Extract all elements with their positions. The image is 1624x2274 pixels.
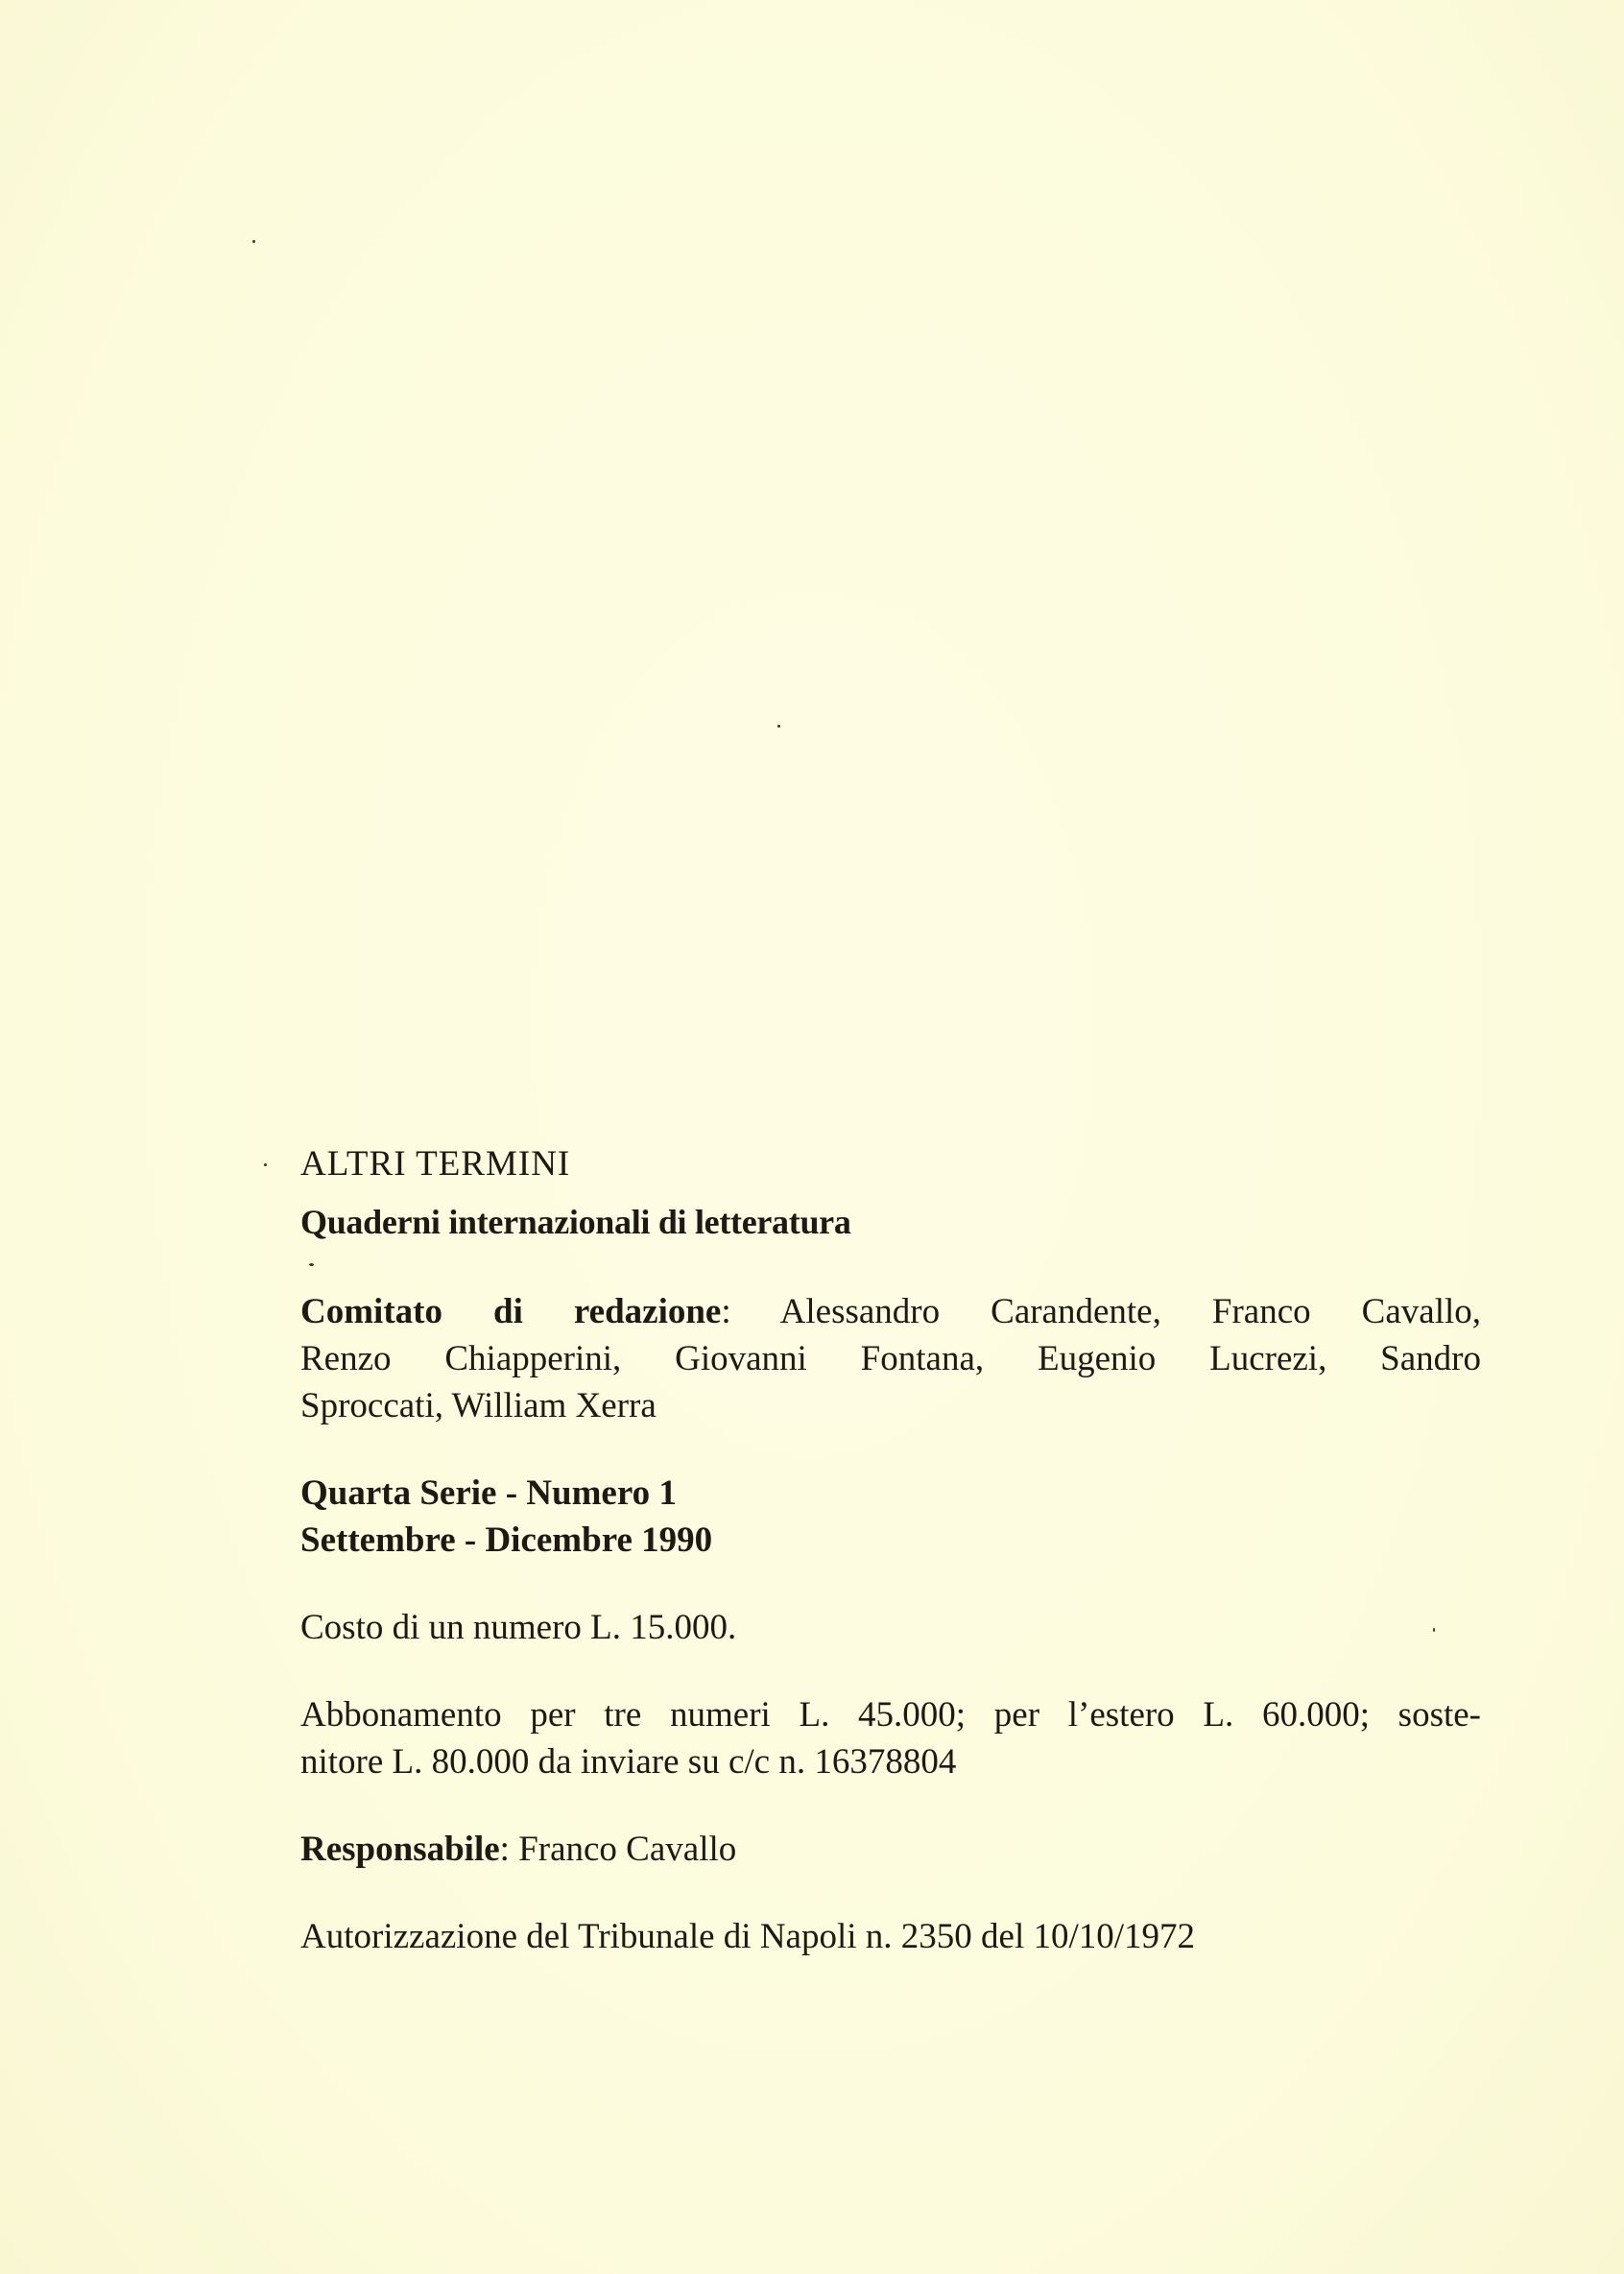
paper-speck: [252, 240, 255, 243]
authorization-text: Autorizzazione del Tribunale di Napoli n. 2350 del 10/10/1972: [300, 1917, 1196, 1956]
committee-line-2: Renzo Chiapperini, Giovanni Fontana, Eugenio Lucrezi, Sandro: [300, 1339, 1481, 1378]
responsible-label: Responsabile: [300, 1830, 500, 1869]
subscription-line-1: Abbonamento per tre numeri L. 45.000; per l’estero L. 60.000; soste-: [300, 1695, 1481, 1735]
cost-text: Costo di un numero L. 15.000.: [300, 1608, 737, 1647]
responsible: [300, 1826, 1481, 1873]
committee-names-1: Alessandro Carandente, Franco Cavallo,: [779, 1292, 1482, 1331]
committee-label: Comitato di redazione: [300, 1292, 722, 1331]
colophon: [300, 1140, 1481, 1960]
paper-speck: [777, 725, 780, 728]
committee-line-1: Comitato di redazione: Alessandro Carandente, Franco Cavallo,: [300, 1292, 1482, 1331]
subscription-line-2: nitore L. 80.000 da inviare su c/c n. 16378804: [300, 1742, 957, 1782]
journal-subtitle: Quaderni internazionali di letteratura: [300, 1203, 851, 1241]
issue-period: Settembre - Dicembre 1990: [300, 1520, 713, 1560]
authorization: [300, 1913, 1481, 1960]
issue-info: [300, 1470, 1481, 1564]
editorial-committee: [300, 1288, 1481, 1429]
journal-title: ALTRI TERMINI: [300, 1144, 571, 1184]
subscription: [300, 1691, 1481, 1785]
responsible-name: Franco Cavallo: [518, 1830, 737, 1869]
committee-line-3: Sproccati, William Xerra: [300, 1386, 657, 1425]
issue-cost: [300, 1604, 1481, 1651]
responsible-line: Responsabile: Franco Cavallo: [300, 1830, 737, 1869]
issue-series: Quarta Serie - Numero 1: [300, 1473, 677, 1513]
paper-speck: [264, 1163, 267, 1166]
